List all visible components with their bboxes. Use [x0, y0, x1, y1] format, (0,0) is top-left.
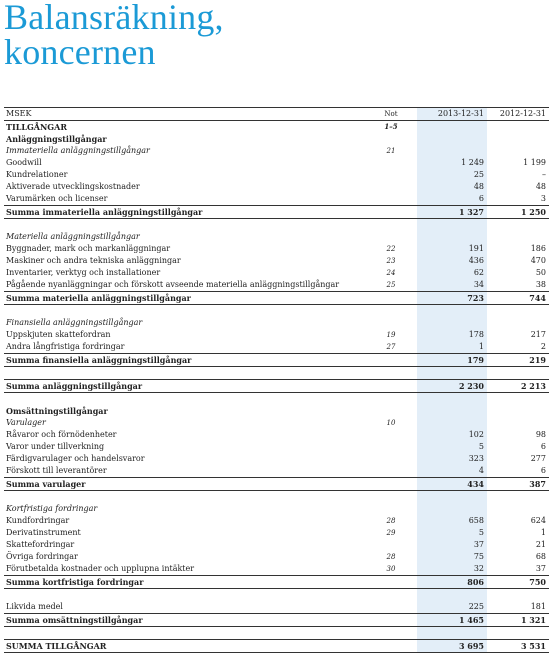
row-value-2012 [487, 121, 549, 134]
page-title-line-1: Balansräkning, [4, 0, 224, 37]
table-sum-row [4, 206, 549, 219]
row-note [365, 181, 417, 193]
row-label: Byggnader, mark och markanläggningar [6, 244, 171, 253]
table-row [4, 503, 549, 515]
row-value-2013 [417, 503, 487, 515]
row-value-2013: 178 [417, 329, 487, 341]
row-value-2013: 1 [417, 341, 487, 354]
row-label [4, 367, 365, 380]
row-value-2013: 34 [417, 279, 487, 292]
row-note [365, 305, 417, 318]
row-value-2012: 750 [487, 576, 549, 589]
table-row [4, 133, 549, 145]
row-value-2013: 1 327 [417, 206, 487, 219]
row-value-2013 [417, 417, 487, 429]
row-value-2013: 323 [417, 453, 487, 465]
row-note [365, 393, 417, 406]
row-label: Kundrelationer [6, 170, 68, 179]
row-label: Finansiella anläggningstillgångar [6, 318, 143, 327]
row-value-2013: 434 [417, 478, 487, 491]
row-note: 25 [386, 281, 396, 289]
row-note [365, 614, 417, 627]
row-note [365, 169, 417, 181]
row-label: Goodwill [6, 158, 42, 167]
row-value-2013 [417, 219, 487, 232]
table-row [4, 317, 549, 329]
row-value-2012: 181 [530, 602, 546, 611]
row-note: 10 [386, 419, 396, 427]
row-note [365, 589, 417, 602]
row-label: Summa immateriella anläggningstillgångar [4, 206, 365, 219]
row-label: Summa materiella anläggningstillgångar [4, 292, 365, 305]
table-row [4, 551, 549, 563]
row-value-2013: 75 [417, 551, 487, 563]
row-value-2013: 723 [417, 292, 487, 305]
table-row [4, 341, 549, 354]
row-value-2012: 21 [535, 540, 546, 549]
page-title-line-2: koncernen [4, 32, 156, 72]
row-value-2012 [487, 627, 549, 640]
row-value-2012: 2 [540, 342, 546, 351]
row-value-2012: 186 [530, 244, 546, 253]
table-spacer-row [4, 491, 549, 504]
row-value-2012 [487, 417, 549, 429]
row-value-2012: 1 250 [487, 206, 549, 219]
table-sum-row [4, 576, 549, 589]
table-row [4, 527, 549, 539]
row-note [365, 193, 417, 206]
row-note: 27 [386, 343, 396, 351]
row-label: Kortfristiga fordringar [6, 504, 98, 513]
row-label: Summa kortfristiga fordringar [4, 576, 365, 589]
table-row [4, 539, 549, 551]
row-value-2012: 6 [540, 466, 546, 475]
table-row [4, 121, 549, 134]
table-row [4, 405, 549, 417]
row-value-2013 [417, 367, 487, 380]
row-note: 1–5 [384, 122, 398, 131]
row-label: TILLGÅNGAR [6, 122, 67, 132]
table-spacer-row [4, 367, 549, 380]
row-value-2012: 1 199 [523, 158, 546, 167]
row-value-2012: – [542, 170, 546, 179]
row-value-2013 [417, 627, 487, 640]
row-value-2012: 6 [540, 442, 546, 451]
table-row [4, 231, 549, 243]
row-value-2012: 3 531 [487, 640, 549, 653]
row-value-2013 [417, 317, 487, 329]
table-spacer-row [4, 627, 549, 640]
table-row [4, 169, 549, 181]
table-row [4, 243, 549, 255]
table-row [4, 157, 549, 169]
row-value-2012: 38 [535, 280, 546, 289]
row-note [365, 478, 417, 491]
row-value-2012: 98 [535, 430, 546, 439]
table-row [4, 515, 549, 527]
row-note [365, 380, 417, 393]
row-value-2012: 744 [487, 292, 549, 305]
row-note [365, 491, 417, 504]
row-label: Varor under tillverkning [6, 442, 105, 451]
row-label: Maskiner och andra tekniska anläggningar [6, 256, 181, 265]
row-label [4, 305, 365, 318]
row-label [4, 219, 365, 232]
row-value-2012 [487, 393, 549, 406]
table-spacer-row [4, 589, 549, 602]
row-value-2012 [487, 305, 549, 318]
row-value-2013 [417, 133, 487, 145]
table-row [4, 329, 549, 341]
row-note [365, 219, 417, 232]
row-value-2012: 219 [487, 354, 549, 367]
row-note [365, 206, 417, 219]
row-note [365, 539, 417, 551]
table-row [4, 453, 549, 465]
balance-sheet-table [4, 107, 549, 653]
table-sum-row [4, 640, 549, 653]
table-row [4, 465, 549, 478]
row-value-2012 [487, 219, 549, 232]
row-label: Summa varulager [4, 478, 365, 491]
row-value-2013: 806 [417, 576, 487, 589]
row-label: Omsättningstillgångar [6, 406, 108, 416]
row-value-2012 [487, 231, 549, 243]
row-value-2013: 6 [417, 193, 487, 206]
row-note: 28 [386, 517, 396, 525]
row-label: Färdigvarulager och handelsvaror [6, 454, 145, 463]
table-row [4, 267, 549, 279]
row-value-2012 [487, 503, 549, 515]
row-label: Summa anläggningstillgångar [4, 380, 365, 393]
row-label: Inventarier, verktyg och installationer [6, 268, 161, 277]
row-value-2013: 37 [417, 539, 487, 551]
row-note [365, 441, 417, 453]
row-value-2013 [417, 145, 487, 157]
row-note [365, 292, 417, 305]
row-value-2013 [417, 305, 487, 318]
table-spacer-row [4, 393, 549, 406]
page-title [4, 0, 224, 70]
row-value-2012: 624 [530, 516, 546, 525]
table-row [4, 193, 549, 206]
row-value-2012 [487, 589, 549, 602]
row-value-2012: 3 [540, 194, 546, 203]
row-label: SUMMA TILLGÅNGAR [4, 640, 365, 653]
row-value-2013: 436 [417, 255, 487, 267]
row-label: Varumärken och licenser [6, 194, 108, 203]
row-note [365, 601, 417, 614]
row-value-2013: 5 [417, 527, 487, 539]
row-value-2012: 277 [530, 454, 546, 463]
row-label: Kundfordringar [6, 516, 70, 525]
column-header-note: Not [365, 108, 417, 121]
row-value-2013: 48 [417, 181, 487, 193]
table-row [4, 145, 549, 157]
row-value-2013 [417, 589, 487, 602]
row-value-2012: 48 [535, 182, 546, 191]
row-value-2013: 25 [417, 169, 487, 181]
row-note [365, 576, 417, 589]
table-body [4, 121, 549, 653]
row-value-2013: 658 [417, 515, 487, 527]
row-note: 21 [386, 147, 396, 155]
table-row [4, 181, 549, 193]
row-value-2012: 2 213 [487, 380, 549, 393]
row-value-2012 [487, 367, 549, 380]
row-note [365, 354, 417, 367]
row-label: Råvaror och förnödenheter [6, 430, 117, 439]
row-note [365, 503, 417, 515]
table-row [4, 441, 549, 453]
row-value-2013: 5 [417, 441, 487, 453]
column-header-label: MSEK [4, 108, 365, 121]
row-value-2013: 191 [417, 243, 487, 255]
row-value-2013: 32 [417, 563, 487, 576]
row-note [365, 231, 417, 243]
row-note: 23 [386, 257, 396, 265]
row-note: 19 [386, 331, 396, 339]
row-label [4, 491, 365, 504]
row-value-2013: 3 695 [417, 640, 487, 653]
table-sum-row [4, 614, 549, 627]
row-value-2013 [417, 491, 487, 504]
table-row [4, 429, 549, 441]
row-value-2012: 387 [487, 478, 549, 491]
table-row [4, 279, 549, 292]
row-label: Varulager [6, 418, 46, 427]
row-note [365, 133, 417, 145]
table-sum-row [4, 292, 549, 305]
column-header-2012: 2012-12-31 [487, 108, 549, 121]
table-row [4, 601, 549, 614]
row-value-2012: 37 [535, 564, 546, 573]
row-label: Anläggningstillgångar [6, 134, 107, 144]
row-value-2012: 470 [530, 256, 546, 265]
row-value-2012: 1 [540, 528, 546, 537]
table-header-row [4, 108, 549, 121]
row-value-2013: 102 [417, 429, 487, 441]
row-value-2013: 1 249 [417, 157, 487, 169]
row-value-2012 [487, 133, 549, 145]
row-value-2012 [487, 317, 549, 329]
row-note: 28 [386, 553, 396, 561]
row-note [365, 640, 417, 653]
row-value-2013 [417, 393, 487, 406]
row-label: Derivatinstrument [6, 528, 81, 537]
table-sum-row [4, 478, 549, 491]
row-label [4, 627, 365, 640]
row-value-2012 [487, 491, 549, 504]
row-value-2012 [487, 145, 549, 157]
table-spacer-row [4, 219, 549, 232]
row-note [365, 627, 417, 640]
row-note [365, 157, 417, 169]
row-note: 22 [386, 245, 396, 253]
row-label: Förutbetalda kostnader och upplupna intäkter [6, 564, 195, 573]
row-label: Summa omsättningstillgångar [4, 614, 365, 627]
table-spacer-row [4, 305, 549, 318]
row-label: Immateriella anläggningstillgångar [6, 146, 150, 155]
row-note: 29 [386, 529, 396, 537]
row-value-2012: 50 [535, 268, 546, 277]
row-note: 24 [386, 269, 396, 277]
row-note [365, 317, 417, 329]
row-note [365, 453, 417, 465]
row-value-2012 [487, 405, 549, 417]
row-value-2013: 2 230 [417, 380, 487, 393]
row-note [365, 429, 417, 441]
table-sum-row [4, 380, 549, 393]
row-value-2013 [417, 405, 487, 417]
row-label [4, 589, 365, 602]
row-value-2013: 4 [417, 465, 487, 478]
table-row [4, 563, 549, 576]
table-row [4, 255, 549, 267]
row-label: Summa finansiella anläggningstillgångar [4, 354, 365, 367]
row-label: Pågående nyanläggningar och förskott avseende materiella anläggningstillgångar [6, 280, 340, 289]
row-value-2013: 179 [417, 354, 487, 367]
row-value-2013: 62 [417, 267, 487, 279]
row-value-2012: 1 321 [487, 614, 549, 627]
row-label: Aktiverade utvecklingskostnader [6, 182, 140, 191]
row-note [365, 465, 417, 478]
row-note [365, 405, 417, 417]
row-note [365, 367, 417, 380]
row-value-2013: 1 465 [417, 614, 487, 627]
row-label [4, 393, 365, 406]
row-value-2013 [417, 231, 487, 243]
row-label: Uppskjuten skattefordran [6, 330, 111, 339]
row-value-2012: 68 [535, 552, 546, 561]
row-value-2013: 225 [417, 601, 487, 614]
row-note: 30 [386, 565, 396, 573]
column-header-2013: 2013-12-31 [417, 108, 487, 121]
row-label: Förskott till leverantörer [6, 466, 107, 475]
row-value-2012: 217 [530, 330, 546, 339]
table-sum-row [4, 354, 549, 367]
row-value-2013 [417, 121, 487, 134]
row-label: Likvida medel [6, 602, 63, 611]
row-label: Materiella anläggningstillgångar [6, 232, 140, 241]
row-label: Skattefordringar [6, 540, 75, 549]
table-row [4, 417, 549, 429]
row-label: Övriga fordringar [6, 552, 78, 561]
row-label: Andra långfristiga fordringar [6, 342, 125, 351]
